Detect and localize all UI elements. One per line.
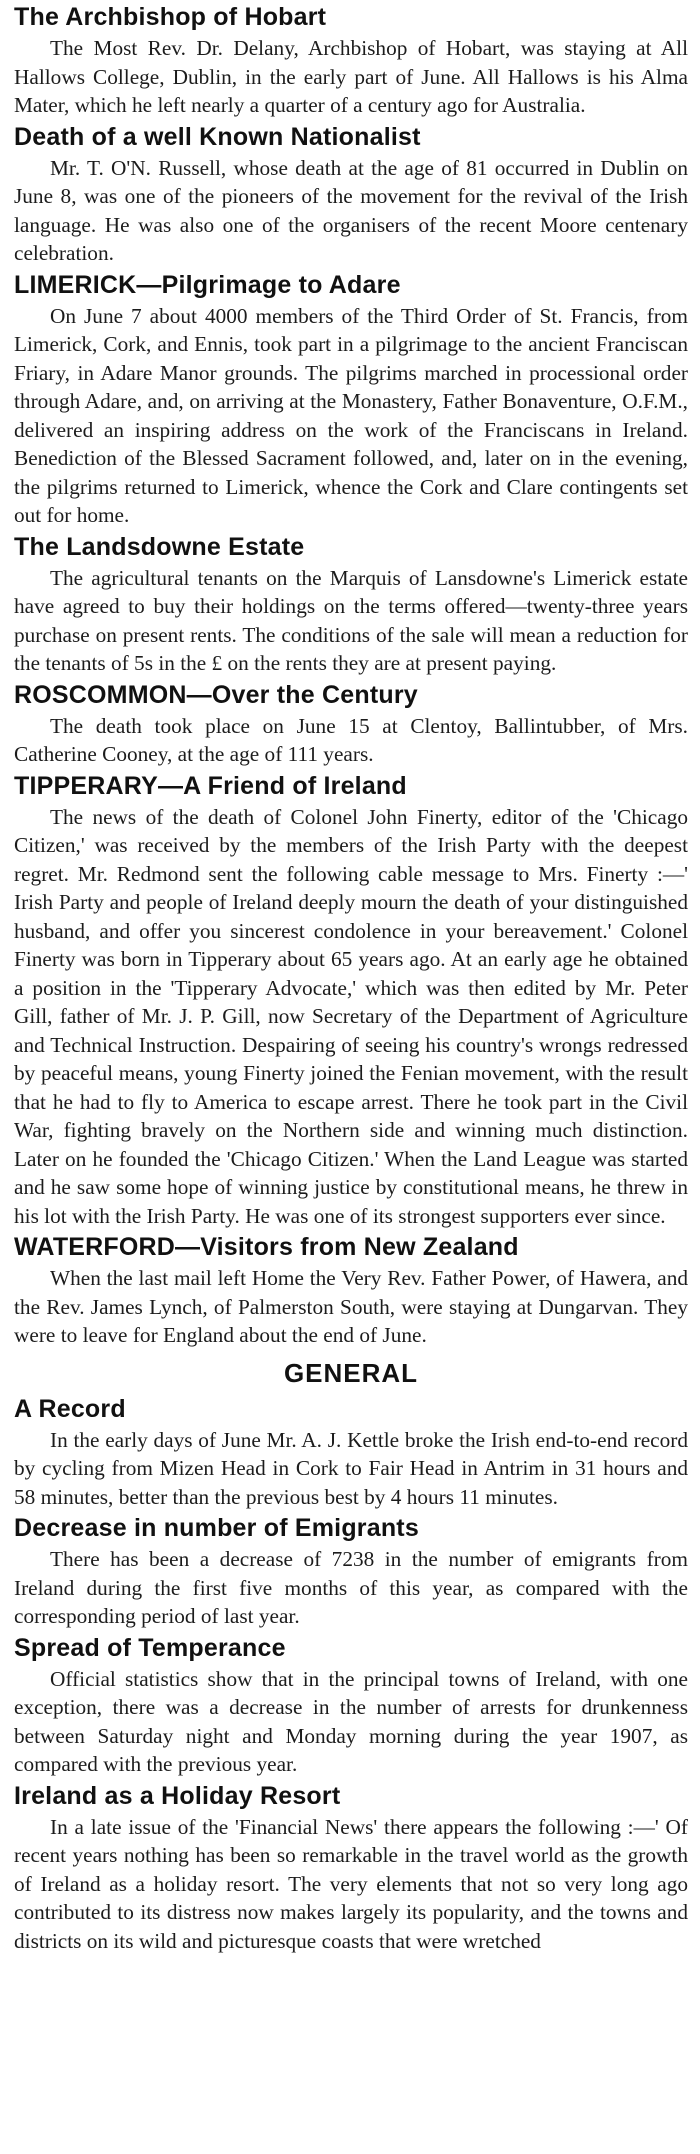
article-limerick-pilgrimage [14,268,688,530]
article-heading: The Landsdowne Estate [14,532,305,561]
article-heading: TIPPERARY—A Friend of Ireland [14,771,407,800]
article-body: Mr. T. O'N. Russell, whose death at the age of 81 occurred in Dublin on June 8, was one of the pioneers of the movement for the revival of the Irish language. He was also one of the organisers of the recent Moore centenary celebration. [14,155,688,265]
article-tipperary-friend [14,769,688,1231]
article-spread-of-temperance [14,1631,688,1779]
article-landsdowne-estate [14,530,688,678]
article-heading: The Archbishop of Hobart [14,3,327,31]
article-heading: Spread of Temperance [14,1633,286,1662]
article-emigrants-decrease [14,1511,688,1631]
article-heading: A Record [14,1394,126,1423]
article-roscommon-century [14,678,688,769]
article-body: On June 7 about 4000 members of the Third Order of St. Francis, from Limerick, Cork, and Ennis, took part in a pilgrimage to the ancient Franciscan Friary, in Adare Manor grounds. The pilgrims marched in processional order through Adare, and, on arriving at the Monastery, Father Bonaventure, O.F.M., delivered an inspiring address on the work of the Franciscans in Ireland. Benediction of the Blessed Sacrament followed, and, later on in the evening, the pilgrims returned to Limerick, whence the Cork and Clare contingents set out for home. [14,303,688,527]
article-heading: ROSCOMMON—Over the Century [14,680,418,709]
article-heading: LIMERICK—Pilgrimage to Adare [14,270,401,299]
article-body: In the early days of June Mr. A. J. Kettle broke the Irish end-to-end record by cycling from Mizen Head in Cork to Fair Head in Antrim in 31 hours and 58 minutes, better than the previous best by 4 hours 11 minutes. [14,1427,688,1509]
article-a-record [14,1392,688,1512]
article-heading: Death of a well Known Nationalist [14,122,421,151]
article-body: The agricultural tenants on the Marquis of Lansdowne's Limerick estate have agreed to buy their holdings on the terms offered—twenty-three years purchase on present rents. The conditions of the sale will mean a reduction for the tenants of 5s in the £ on the rents they are at present paying. [14,565,688,675]
article-heading: Ireland as a Holiday Resort [14,1781,341,1810]
article-body: The death took place on June 15 at Clentoy, Ballintubber, of Mrs. Catherine Cooney, at the age of 111 years. [14,713,688,766]
article-body: In a late issue of the 'Financial News' there appears the following :—' Of recent years nothing has been so remarkable in the travel world as the growth of Ireland as a holiday resort. The very elements that not so very long ago contributed to its distress now makes largely its popularity, and the towns and districts on its wild and picturesque coasts that were wretched [14,1814,688,1953]
article-body: The Most Rev. Dr. Delany, Archbishop of Hobart, was staying at All Hallows College, Dublin, in the early part of June. All Hallows is his Alma Mater, which he left nearly a quarter of a century ago for Australia. [14,36,688,117]
section-title-general: GENERAL [283,1357,419,1388]
article-death-of-nationalist [14,120,688,268]
article-waterford-visitors [14,1230,688,1350]
article-archbishop-of-hobart [14,0,688,120]
article-body: Official statistics show that in the principal towns of Ireland, with one exception, there was a decrease in the number of arrests for drunkenness between Saturday night and Monday morning during the year 1907, as compared with the previous year. [14,1666,688,1776]
article-body: There has been a decrease of 7238 in the number of emigrants from Ireland during the first five months of this year, as compared with the corresponding period of last year. [14,1547,688,1628]
article-heading: WATERFORD—Visitors from New Zealand [14,1233,519,1261]
article-body: The news of the death of Colonel John Finerty, editor of the 'Chicago Citizen,' was received by the members of the Irish Party with the deepest regret. Mr. Redmond sent the following cable message to Mrs. Finerty :—' Irish Party and people of Ireland deeply mourn the death of your distinguished husband, and offer you sincerest condolence in your bereavement.' Colonel Finerty was born in Tipperary about 65 years ago. At an early age he obtained a position in the 'Tipperary Advocate,' which was then edited by Mr. Peter Gill, father of Mr. J. P. Gill, now Secretary of the Department of Agriculture and Technical Instruction. Despairing of seeing his country's wrongs redressed by peaceful means, young Finerty joined the Fenian movement, with the result that he had to fly to America to escape arrest. There he took part in the Civil War, fighting bravely on the Northern side and winning much distinction. Later on he founded the 'Chicago Citizen.' When the Land League was started and he saw some hope of winning justice by constitutional means, he threw in his lot with the Irish Party. He was one of its strongest supporters ever since. [14,804,688,1228]
article-body: When the last mail left Home the Very Rev. Father Power, of Hawera, and the Rev. James Lynch, of Palmerston South, were staying at Dungarvan. They were to leave for England about the end of June. [14,1266,688,1347]
article-holiday-resort [14,1779,688,1956]
article-heading: Decrease in number of Emigrants [14,1514,419,1542]
